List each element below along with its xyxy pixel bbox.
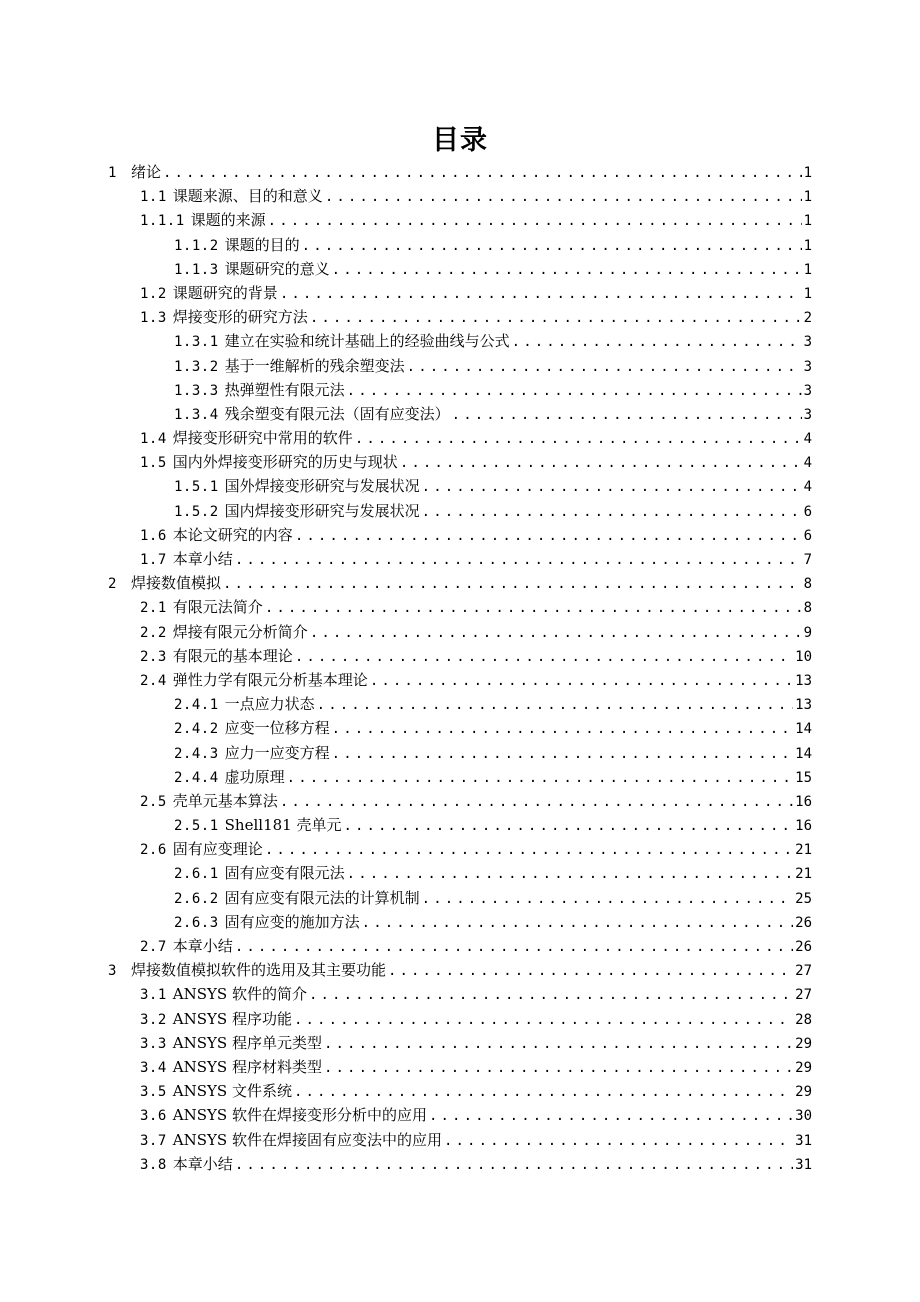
toc-entry[interactable] bbox=[108, 644, 812, 668]
toc-entry-title: ANSYS 程序单元类型 bbox=[172, 1033, 322, 1052]
toc-entry-title: ANSYS 文件系统 bbox=[172, 1082, 292, 1101]
dot-leader bbox=[400, 451, 802, 475]
dot-leader bbox=[280, 790, 793, 814]
dot-leader bbox=[295, 645, 793, 669]
toc-entry-number: 2.1 bbox=[140, 600, 167, 617]
toc-entry-page-number: 28 bbox=[795, 1011, 812, 1028]
toc-entry-page-number: 16 bbox=[795, 818, 812, 835]
toc-entry-number: 2.4.1 bbox=[174, 697, 219, 714]
toc-entry-title: 国内焊接变形研究与发展状况 bbox=[224, 501, 420, 520]
toc-entry-page-number: 6 bbox=[803, 503, 812, 520]
toc-entry-page-number: 7 bbox=[803, 552, 812, 568]
toc-entry-page-number: 31 bbox=[795, 1156, 812, 1173]
toc-entry-title: 焊接变形研究中常用的软件 bbox=[172, 429, 353, 448]
dot-leader bbox=[235, 935, 793, 959]
toc-entry-title: 固有应变的施加方法 bbox=[224, 912, 360, 931]
toc-entry-title: 焊接数值模拟软件的选用及其主要功能 bbox=[130, 961, 386, 980]
dot-leader bbox=[268, 209, 802, 233]
toc-entry-number: 2.6 bbox=[140, 842, 167, 859]
dot-leader bbox=[444, 1129, 793, 1153]
toc-entry-page-number: 3 bbox=[803, 406, 812, 423]
toc-entry-title: 绪论 bbox=[130, 163, 161, 181]
toc-entry-number: 3.8 bbox=[140, 1156, 167, 1173]
toc-entry-title: 基于一维解析的残余塑变法 bbox=[224, 356, 405, 375]
toc-entry-page-number: 1 bbox=[803, 237, 812, 254]
dot-leader bbox=[332, 742, 793, 766]
toc-entry-number: 2.4 bbox=[140, 672, 167, 689]
toc-entry-title: 固有应变有限元法 bbox=[224, 864, 345, 883]
toc-entry-page-number: 1 bbox=[803, 165, 812, 181]
toc-entry-page-number: 3 bbox=[803, 334, 812, 351]
dot-leader bbox=[362, 911, 793, 935]
toc-entry-number: 2.3 bbox=[140, 648, 167, 665]
toc-entry[interactable] bbox=[108, 595, 812, 619]
toc-entry[interactable] bbox=[108, 813, 812, 837]
toc-entry[interactable] bbox=[108, 741, 812, 765]
toc-entry-page-number: 4 bbox=[803, 479, 812, 496]
toc-entry-page-number: 31 bbox=[795, 1132, 812, 1149]
toc-entry-number: 1.5.1 bbox=[174, 479, 219, 496]
toc-entry-page-number: 4 bbox=[803, 455, 812, 472]
toc-entry-title: 课题研究的背景 bbox=[172, 283, 278, 302]
toc-entry-number: 3 bbox=[108, 963, 117, 980]
toc-entry-title: 壳单元基本算法 bbox=[172, 791, 278, 810]
toc-entry-number: 1.4 bbox=[140, 431, 167, 448]
dot-leader bbox=[265, 838, 793, 862]
dot-leader bbox=[280, 282, 802, 306]
dot-leader bbox=[347, 862, 793, 886]
dot-leader bbox=[324, 1056, 793, 1080]
toc-entry-page-number: 2 bbox=[803, 310, 812, 327]
dot-leader bbox=[422, 475, 802, 499]
toc-entry[interactable] bbox=[108, 886, 812, 910]
toc-entry-number: 3.7 bbox=[140, 1132, 167, 1149]
toc-entry-title: 虚功原理 bbox=[224, 767, 285, 786]
toc-entry-page-number: 8 bbox=[803, 600, 812, 617]
toc-entry-title: 弹性力学有限元分析基本理论 bbox=[172, 670, 368, 689]
dot-leader bbox=[388, 959, 793, 983]
toc-entry-number: 3.1 bbox=[140, 987, 167, 1004]
toc-entry-number: 1.6 bbox=[140, 527, 167, 544]
toc-entry-number: 2.4.4 bbox=[174, 769, 219, 786]
toc-entry[interactable] bbox=[108, 233, 812, 257]
toc-entry-number: 2 bbox=[108, 576, 117, 593]
toc-entry-page-number: 29 bbox=[795, 1059, 812, 1076]
toc-entry[interactable] bbox=[108, 982, 812, 1006]
toc-entry-number: 2.6.3 bbox=[174, 914, 219, 931]
dot-leader bbox=[310, 621, 802, 645]
toc-entry-number: 2.4.3 bbox=[174, 745, 219, 762]
dot-leader bbox=[235, 1153, 793, 1177]
toc-entry[interactable] bbox=[108, 257, 812, 281]
dot-leader bbox=[332, 258, 802, 282]
dot-leader bbox=[324, 1032, 793, 1056]
toc-entry[interactable] bbox=[108, 474, 812, 498]
toc-entry-title: 焊接变形的研究方法 bbox=[172, 308, 308, 327]
toc-entry-page-number: 1 bbox=[803, 261, 812, 278]
dot-leader bbox=[265, 596, 802, 620]
dot-leader bbox=[310, 306, 802, 330]
toc-entry-page-number: 27 bbox=[795, 963, 812, 980]
toc-entry-number: 1.3.1 bbox=[174, 334, 219, 351]
dot-leader bbox=[223, 572, 802, 596]
toc-entry[interactable] bbox=[108, 1152, 812, 1176]
toc-entry-title: 课题来源、目的和意义 bbox=[172, 187, 323, 206]
toc-entry-number: 2.7 bbox=[140, 939, 167, 955]
toc-entry[interactable] bbox=[108, 378, 812, 402]
dot-leader bbox=[295, 524, 802, 548]
toc-title: 目录 bbox=[432, 125, 488, 156]
toc-entry-title: 国外焊接变形研究与发展状况 bbox=[224, 477, 420, 496]
toc-entry-title: 有限元的基本理论 bbox=[172, 646, 293, 665]
dot-leader bbox=[302, 234, 802, 258]
toc-entry-number: 1.1 bbox=[140, 189, 167, 206]
toc-entry[interactable] bbox=[108, 716, 812, 740]
dot-leader bbox=[309, 983, 793, 1007]
toc-entry-title: 固有应变理论 bbox=[172, 840, 263, 859]
toc-entry-page-number: 1 bbox=[803, 285, 812, 302]
toc-entry-title: 课题的目的 bbox=[224, 235, 300, 254]
toc-entry-title: Shell181 壳单元 bbox=[224, 816, 342, 835]
toc-entry-page-number: 1 bbox=[803, 213, 812, 230]
toc-entry-page-number: 1 bbox=[803, 189, 812, 206]
toc-entry-number: 2.5.1 bbox=[174, 818, 219, 835]
toc-entry-title: 本章小结 bbox=[172, 937, 233, 955]
toc-entry-title: 建立在实验和统计基础上的经验曲线与公式 bbox=[224, 332, 510, 351]
toc-entry[interactable] bbox=[108, 426, 812, 450]
dot-leader bbox=[422, 500, 802, 524]
toc-entry[interactable] bbox=[108, 692, 812, 716]
toc-entry[interactable] bbox=[108, 354, 812, 378]
dot-leader bbox=[294, 1080, 793, 1104]
toc-entry-number: 1.5.2 bbox=[174, 503, 219, 520]
toc-entry-title: ANSYS 软件在焊接固有应变法中的应用 bbox=[172, 1130, 442, 1149]
toc-entry-number: 3.3 bbox=[140, 1035, 167, 1052]
toc-entry-page-number: 3 bbox=[803, 358, 812, 375]
toc-entry-page-number: 29 bbox=[795, 1035, 812, 1052]
toc-entry[interactable] bbox=[108, 184, 812, 208]
toc-entry[interactable] bbox=[108, 958, 812, 982]
dot-leader bbox=[347, 379, 802, 403]
toc-entry-page-number: 6 bbox=[803, 527, 812, 544]
toc-entry-page-number: 13 bbox=[795, 672, 812, 689]
toc-entry-number: 2.6.1 bbox=[174, 866, 219, 883]
toc-entry-number: 1.3.2 bbox=[174, 358, 219, 375]
toc-entry-number: 2.6.2 bbox=[174, 890, 219, 907]
dot-leader bbox=[407, 355, 802, 379]
dot-leader bbox=[429, 1104, 793, 1128]
dot-leader bbox=[512, 330, 802, 354]
toc-entry[interactable] bbox=[108, 765, 812, 789]
toc-entry[interactable] bbox=[108, 329, 812, 353]
toc-entry-title: 本章小结 bbox=[172, 550, 233, 568]
toc-entry-title: 本章小结 bbox=[172, 1154, 233, 1173]
toc-entry[interactable] bbox=[108, 1128, 812, 1152]
toc-entry-page-number: 15 bbox=[795, 769, 812, 786]
toc-entry-page-number: 16 bbox=[795, 793, 812, 810]
dot-leader bbox=[294, 1008, 793, 1032]
toc-entry-page-number: 25 bbox=[795, 890, 812, 907]
toc-entry-page-number: 14 bbox=[795, 745, 812, 762]
toc-entry-number: 1.2 bbox=[140, 285, 167, 302]
toc-entry-number: 3.4 bbox=[140, 1059, 167, 1076]
toc-entry-title: ANSYS 软件在焊接变形分析中的应用 bbox=[172, 1106, 427, 1125]
dot-leader bbox=[163, 161, 802, 185]
toc-entry-number: 2.2 bbox=[140, 624, 167, 641]
toc-entry-number: 3.2 bbox=[140, 1011, 167, 1028]
dot-leader bbox=[343, 814, 793, 838]
toc-entry[interactable] bbox=[108, 402, 812, 426]
dot-leader bbox=[287, 766, 793, 790]
toc-entry[interactable] bbox=[108, 281, 812, 305]
toc-entry[interactable] bbox=[108, 861, 812, 885]
toc-entry[interactable] bbox=[108, 547, 812, 571]
toc-entry-page-number: 26 bbox=[795, 939, 812, 955]
dot-leader bbox=[452, 403, 802, 427]
toc-entry-title: 课题的来源 bbox=[190, 211, 266, 230]
toc-entry-page-number: 13 bbox=[795, 697, 812, 714]
toc-entry-number: 3.5 bbox=[140, 1084, 167, 1101]
dot-leader bbox=[317, 693, 793, 717]
toc-entry[interactable] bbox=[108, 305, 812, 329]
dot-leader bbox=[370, 669, 793, 693]
toc-entry[interactable] bbox=[108, 499, 812, 523]
toc-entry-page-number: 9 bbox=[803, 624, 812, 641]
toc-entry-page-number: 26 bbox=[795, 914, 812, 931]
toc-entry-number: 1.5 bbox=[140, 455, 167, 472]
toc-entry-page-number: 30 bbox=[795, 1108, 812, 1125]
toc-entry[interactable] bbox=[108, 910, 812, 934]
toc-entry-number: 1.1.3 bbox=[174, 261, 219, 278]
toc-entry-title: 国内外焊接变形研究的历史与现状 bbox=[172, 453, 398, 472]
toc-entry[interactable] bbox=[108, 1079, 812, 1103]
toc-entry-number: 1.1.1 bbox=[140, 213, 185, 230]
toc-entry[interactable] bbox=[108, 523, 812, 547]
toc-entry-title: 本论文研究的内容 bbox=[172, 525, 293, 544]
toc-entry-number: 1.7 bbox=[140, 552, 167, 568]
toc-entry[interactable] bbox=[108, 571, 812, 595]
toc-entry[interactable] bbox=[108, 208, 812, 232]
toc-entry-number: 3.6 bbox=[140, 1108, 167, 1125]
toc-entry[interactable] bbox=[108, 160, 812, 184]
toc-entry-title: ANSYS 软件的简介 bbox=[172, 985, 307, 1004]
toc-entry[interactable] bbox=[108, 1031, 812, 1055]
toc-entry-title: 焊接有限元分析简介 bbox=[172, 622, 308, 641]
toc-entry-title: ANSYS 程序功能 bbox=[172, 1009, 292, 1028]
toc-entry[interactable] bbox=[108, 1103, 812, 1127]
dot-leader bbox=[332, 717, 793, 741]
toc-entry-page-number: 10 bbox=[795, 648, 812, 665]
toc-list bbox=[108, 160, 812, 1176]
toc-entry-title: 有限元法简介 bbox=[172, 598, 263, 617]
toc-entry-number: 1.3.3 bbox=[174, 382, 219, 399]
toc-entry[interactable] bbox=[108, 934, 812, 958]
toc-entry-title: ANSYS 程序材料类型 bbox=[172, 1057, 322, 1076]
toc-entry[interactable] bbox=[108, 789, 812, 813]
toc-entry-number: 1.1.2 bbox=[174, 237, 219, 254]
dot-leader bbox=[355, 427, 802, 451]
toc-entry[interactable] bbox=[108, 1007, 812, 1031]
toc-entry-number: 1 bbox=[108, 165, 117, 181]
toc-entry-title: 应力一应变方程 bbox=[224, 743, 330, 762]
toc-entry-page-number: 14 bbox=[795, 721, 812, 738]
toc-entry[interactable] bbox=[108, 668, 812, 692]
toc-entry-page-number: 8 bbox=[803, 576, 812, 593]
toc-entry-title: 热弹塑性有限元法 bbox=[224, 380, 345, 399]
toc-entry-page-number: 21 bbox=[795, 866, 812, 883]
toc-entry-page-number: 4 bbox=[803, 431, 812, 448]
toc-entry-page-number: 27 bbox=[795, 987, 812, 1004]
toc-entry[interactable] bbox=[108, 620, 812, 644]
toc-entry-number: 1.3 bbox=[140, 310, 167, 327]
toc-entry-title: 焊接数值模拟 bbox=[130, 574, 221, 593]
toc-entry-page-number: 29 bbox=[795, 1084, 812, 1101]
toc-entry-number: 2.4.2 bbox=[174, 721, 219, 738]
toc-entry-title: 残余塑变有限元法（固有应变法） bbox=[224, 404, 450, 423]
dot-leader bbox=[235, 548, 802, 572]
toc-entry-title: 课题研究的意义 bbox=[224, 259, 330, 278]
toc-entry-number: 2.5 bbox=[140, 793, 167, 810]
dot-leader bbox=[325, 185, 802, 209]
toc-entry-number: 1.3.4 bbox=[174, 406, 219, 423]
dot-leader bbox=[422, 887, 793, 911]
toc-entry-page-number: 3 bbox=[803, 382, 812, 399]
toc-entry-page-number: 21 bbox=[795, 842, 812, 859]
toc-entry-title: 应变一位移方程 bbox=[224, 719, 330, 738]
toc-entry[interactable] bbox=[108, 837, 812, 861]
toc-entry[interactable] bbox=[108, 450, 812, 474]
toc-entry-title: 一点应力状态 bbox=[224, 695, 315, 714]
toc-entry[interactable] bbox=[108, 1055, 812, 1079]
toc-entry-title: 固有应变有限元法的计算机制 bbox=[224, 888, 420, 907]
